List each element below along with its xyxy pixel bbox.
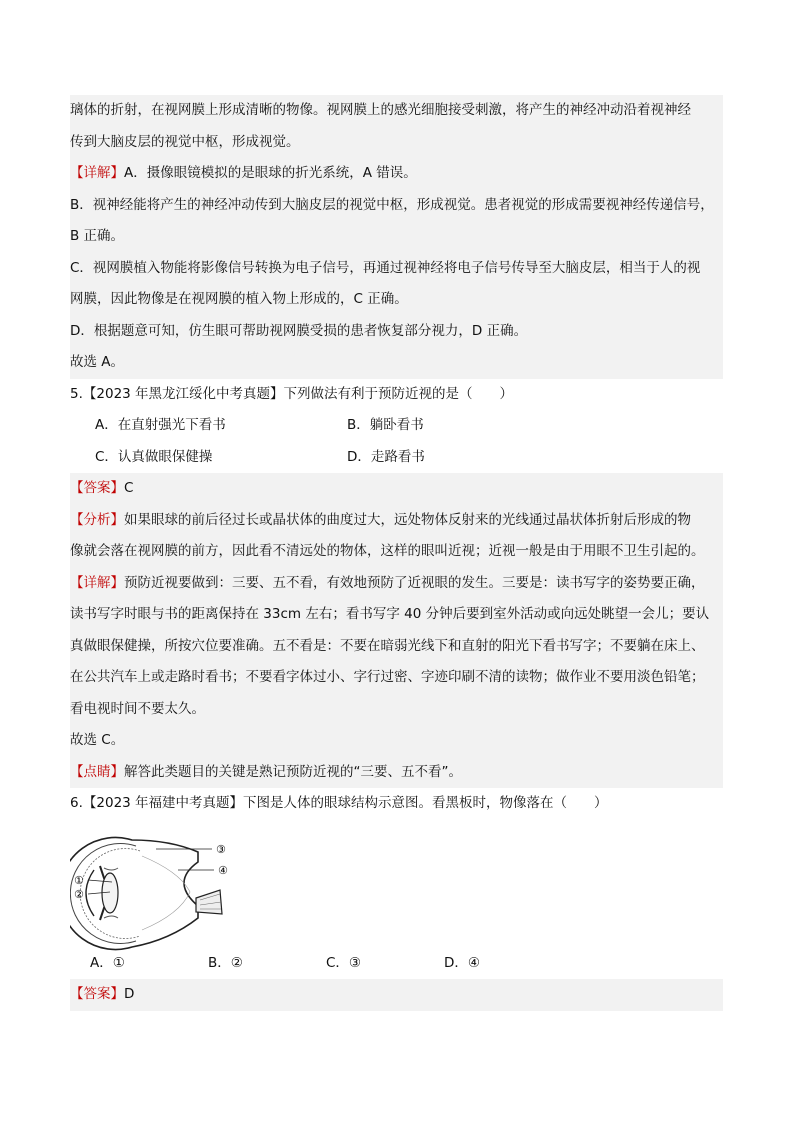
detail-line: B 正确。 <box>70 221 723 253</box>
detail-line: 真做眼保健操，所按穴位要准确。五不看是：不要在暗弱光线下和直射的阳光下看书写字；不要躺在床上、 <box>70 631 723 663</box>
question-stem: 下图是人体的眼球结构示意图。看黑板时，物像落在（ ） <box>243 795 608 811</box>
comment-text: 解答此类题目的关键是熟记预防近视的“三要、五不看”。 <box>124 763 462 780</box>
question-5-options-row-2 <box>70 442 723 474</box>
lens-shape <box>102 873 118 913</box>
analysis-line: 像就会落在视网膜的前方，因此看不清远处的物体，这样的眼叫近视；近视一般是由于用眼不卫生引起的。 <box>70 536 723 568</box>
question-5-options-row-1 <box>70 410 723 442</box>
conclusion-line: 故选 C。 <box>70 725 723 757</box>
answer-line <box>70 979 723 1011</box>
answer-value: C <box>124 480 134 496</box>
answer-line <box>70 473 723 505</box>
option-c: C．认真做眼保健操 <box>95 448 213 465</box>
detail-text: A．摄像眼镜模拟的是眼球的折光系统，A 错误。 <box>124 165 417 181</box>
eyeball-illustration <box>70 832 250 952</box>
question-stem: 下列做法有利于预防近视的是（ ） <box>283 385 514 402</box>
detail-line: B．视神经能将产生的神经冲动传到大脑皮层的视觉中枢，形成视觉。患者视觉的形成需要视神经传递信号， <box>70 190 723 222</box>
label-4: ④ <box>218 863 228 877</box>
option-c: C．③ <box>326 954 362 971</box>
detail-line: D．根据题意可知，仿生眼可帮助视网膜受损的患者恢复部分视力，D 正确。 <box>70 316 723 348</box>
analysis-text: 如果眼球的前后径过长或晶状体的曲度过大，远处物体反射来的光线通过晶状体折射后形成的物 <box>124 511 691 528</box>
detail-line: C．视网膜植入物能将影像信号转换为电子信号，再通过视神经将电子信号传导至大脑皮层，相当于人的视 <box>70 253 723 285</box>
question-number: 6. <box>70 795 83 811</box>
answer-tag: 【答案】 <box>70 480 124 496</box>
detail-line: 网膜，因此物像是在视网膜的植入物上形成的，C 正确。 <box>70 284 723 316</box>
answer-tag: 【答案】 <box>70 986 124 1002</box>
option-a: A．① <box>90 954 125 971</box>
detail-line: 看电视时间不要太久。 <box>70 694 723 726</box>
question-6-options <box>70 948 723 980</box>
label-2: ② <box>74 887 84 901</box>
detail-tag: 【详解】 <box>70 165 124 181</box>
question-source: 【2023 年黑龙江绥化中考真题】 <box>82 385 284 402</box>
detail-line: 在公共汽车上或走路时看书；不要看字体过小、字行过密、字迹印刷不清的读物；做作业不要用淡色铅笔； <box>70 662 723 694</box>
analysis-line: 璃体的折射，在视网膜上形成清晰的物像。视网膜上的感光细胞接受刺激，将产生的神经冲动沿着视神经 <box>70 95 723 127</box>
answer-value: D <box>124 986 135 1002</box>
detail-line <box>70 158 723 190</box>
ciliary-upper <box>104 868 118 870</box>
question-5-title <box>70 379 723 411</box>
option-d: D．④ <box>444 954 480 971</box>
document-page <box>70 95 723 1011</box>
option-b: B．② <box>208 954 243 971</box>
option-b: B．躺卧看书 <box>347 417 424 433</box>
vitreous-body <box>142 856 190 930</box>
conclusion-line: 故选 A。 <box>70 347 723 379</box>
option-a: A．在直射强光下看书 <box>95 417 226 433</box>
detail-tag: 【详解】 <box>70 574 124 591</box>
analysis-line <box>70 505 723 537</box>
option-d: D．走路看书 <box>347 448 425 465</box>
question-source: 【2023 年福建中考真题】 <box>82 795 244 811</box>
analysis-tag: 【分析】 <box>70 511 124 528</box>
detail-text: 预防近视要做到：三要、五不看，有效地预防了近视眼的发生。三要是：读书写字的姿势要正确， <box>124 574 705 591</box>
optic-nerve <box>196 890 222 914</box>
detail-line <box>70 568 723 600</box>
cornea-outline <box>86 870 94 916</box>
label-1: ① <box>74 873 84 887</box>
comment-line <box>70 757 723 789</box>
question-number: 5. <box>70 385 83 402</box>
label-3: ③ <box>216 842 226 856</box>
question-6-title <box>70 788 723 820</box>
detail-line: 读书写字时眼与书的距离保持在 33cm 左右；看书写字 40 分钟后要到室外活动或向远处眺望一会儿；要认 <box>70 599 723 631</box>
eyeball-diagram <box>70 820 723 948</box>
comment-tag: 【点睛】 <box>70 763 124 780</box>
ciliary-lower <box>104 916 118 918</box>
analysis-line: 传到大脑皮层的视觉中枢，形成视觉。 <box>70 127 723 159</box>
